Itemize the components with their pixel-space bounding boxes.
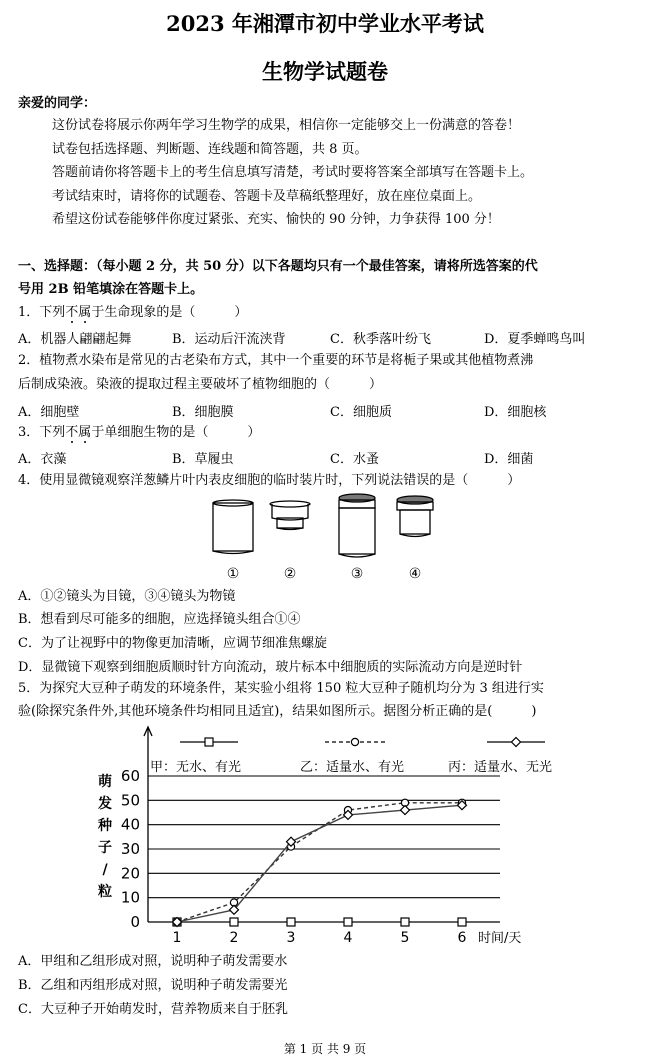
data-point xyxy=(401,806,410,815)
option-a: A．衣藻 xyxy=(18,452,67,467)
data-point xyxy=(287,918,295,926)
option-a: A．机器人翩翩起舞 xyxy=(18,332,132,347)
legend-entry: 乙：适量水、有光 xyxy=(300,760,405,775)
lens-3-label: ③ xyxy=(350,566,364,582)
legend-marker-icon xyxy=(351,738,358,745)
legend-marker-icon xyxy=(512,738,521,747)
y-axis-label-char: / xyxy=(102,862,108,878)
lens-4-icon xyxy=(397,496,433,537)
lens-1-icon xyxy=(213,500,253,554)
data-point xyxy=(458,918,466,926)
y-tick-label: 30 xyxy=(120,840,140,858)
greeting-line: 希望这份试卷能够伴你度过紧张、充实、愉快的 90 分钟，力争获得 100 分！ xyxy=(52,212,500,227)
page-footer: 第 1 页 共 9 页 xyxy=(283,1042,367,1056)
option-c: C．大豆种子开始萌发时，营养物质来自于胚乳 xyxy=(18,1002,288,1017)
y-tick-label: 60 xyxy=(120,767,140,785)
y-tick-label: 10 xyxy=(120,888,140,907)
option-b: B．乙组和丙组形成对照，说明种子萌发需要光 xyxy=(18,978,288,993)
y-axis-label-char: 粒 xyxy=(98,884,112,900)
option-b: B．细胞膜 xyxy=(172,405,234,420)
option-b: B．草履虫 xyxy=(172,452,234,467)
y-tick-label: 0 xyxy=(130,913,140,931)
emphasis-char: 属 xyxy=(78,425,92,440)
greeting-line: 考试结束时，请将你的试题卷、答题卡及草稿纸整理好，放在座位桌面上。 xyxy=(52,189,482,204)
y-axis-label-char: 种 xyxy=(98,818,112,834)
exam-title: 2023 年湘潭市初中学业水平考试 xyxy=(166,11,484,36)
exam-subtitle: 生物学试题卷 xyxy=(262,59,388,84)
lens-2-icon xyxy=(270,501,310,530)
question-4: 4．使用显微镜观察洋葱鳞片叶内表皮细胞的临时装片时，下列说法错误的是（ ） xyxy=(18,473,521,488)
option-b: B．运动后汗流浃背 xyxy=(172,332,286,347)
x-tick-label: 1 xyxy=(172,930,182,946)
greeting-line: 答题前请你将答题卡上的考生信息填写清楚，考试时要将答案全部填写在答题卡上。 xyxy=(52,165,534,180)
question-1: 1．下列不属于生命现象的是（ ） xyxy=(18,305,248,320)
x-axis-label: 时间/天 xyxy=(478,931,522,946)
legend-marker-icon xyxy=(205,738,213,746)
data-point xyxy=(230,918,238,926)
lens-1-label: ① xyxy=(226,566,240,582)
option-b: B．想看到尽可能多的细胞，应选择镜头组合①④ xyxy=(18,612,301,627)
option-c: C．为了让视野中的物像更加清晰，应调节细准焦螺旋 xyxy=(18,636,327,651)
y-axis-label-char: 萌 xyxy=(98,774,112,790)
option-c: C．水蚤 xyxy=(330,452,379,467)
question-5-cont: 验(除探究条件外,其他环境条件均相同且适宜)，结果如图所示。据图分析正确的是( ) xyxy=(18,704,537,719)
emphasis-char: 不 xyxy=(65,425,79,440)
legend-entry: 甲：无水、有光 xyxy=(150,760,242,775)
data-point xyxy=(401,918,409,926)
germination-line-chart xyxy=(0,722,650,947)
x-tick-label: 6 xyxy=(457,930,467,946)
y-tick-label: 40 xyxy=(120,815,140,834)
y-axis-label-char: 子 xyxy=(98,840,112,856)
option-d: D．显微镜下观察到细胞质顺时针方向流动，玻片标本中细胞质的实际流动方向是逆时针 xyxy=(18,660,523,675)
option-d: D．细菌 xyxy=(484,452,534,467)
option-c: C．细胞质 xyxy=(330,405,392,420)
series-line xyxy=(177,805,462,922)
emphasis-char: 不 xyxy=(65,305,79,320)
question-3: 3．下列不属于单细胞生物的是（ ） xyxy=(18,425,261,440)
section1-heading-cont: 号用 2B 铅笔填涂在答题卡上。 xyxy=(18,282,204,297)
legend-entry: 丙：适量水、无光 xyxy=(448,760,553,775)
x-tick-label: 5 xyxy=(400,930,410,946)
lens-3-icon xyxy=(339,494,375,557)
y-tick-label: 50 xyxy=(120,791,140,810)
x-tick-label: 3 xyxy=(286,930,296,946)
data-point xyxy=(344,918,352,926)
y-axis-label-char: 发 xyxy=(98,796,112,812)
lens-4-label: ④ xyxy=(408,566,422,582)
x-tick-label: 2 xyxy=(229,930,239,946)
question-5: 5．为探究大豆种子萌发的环境条件，某实验小组将 150 粒大豆种子随机均分为 3 组进行实 xyxy=(18,681,544,696)
option-a: A．①②镜头为目镜，③④镜头为物镜 xyxy=(18,589,236,604)
option-c: C．秋季落叶纷飞 xyxy=(330,332,431,347)
greeting-line: 试卷包括选择题、判断题、连线题和简答题，共 8 页。 xyxy=(52,142,368,157)
microscope-lenses-figure xyxy=(200,490,450,585)
series-line xyxy=(177,803,462,922)
question-2: 2．植物煮水染布是常见的古老染布方式，其中一个重要的环节是将栀子果或其他植物煮沸 xyxy=(18,353,534,368)
option-a: A．甲组和乙组形成对照，说明种子萌发需要水 xyxy=(18,954,288,969)
y-tick-label: 20 xyxy=(120,864,140,883)
greeting-line: 这份试卷将展示你两年学习生物学的成果，相信你一定能够交上一份满意的答卷！ xyxy=(52,118,521,133)
option-d: D．夏季蝉鸣鸟叫 xyxy=(484,332,586,347)
greeting-salutation: 亲爱的同学： xyxy=(18,96,97,111)
option-d: D．细胞核 xyxy=(484,405,547,420)
option-a: A．细胞壁 xyxy=(18,405,80,420)
question-2-cont: 后制成染液。染液的提取过程主要破坏了植物细胞的（ ） xyxy=(18,377,383,392)
x-tick-label: 4 xyxy=(343,930,353,946)
emphasis-char: 属 xyxy=(78,305,92,320)
lens-2-label: ② xyxy=(283,566,297,582)
section1-heading: 一、选择题：（每小题 2 分，共 50 分）以下各题均只有一个最佳答案，请将所选答案的代 xyxy=(18,259,538,274)
